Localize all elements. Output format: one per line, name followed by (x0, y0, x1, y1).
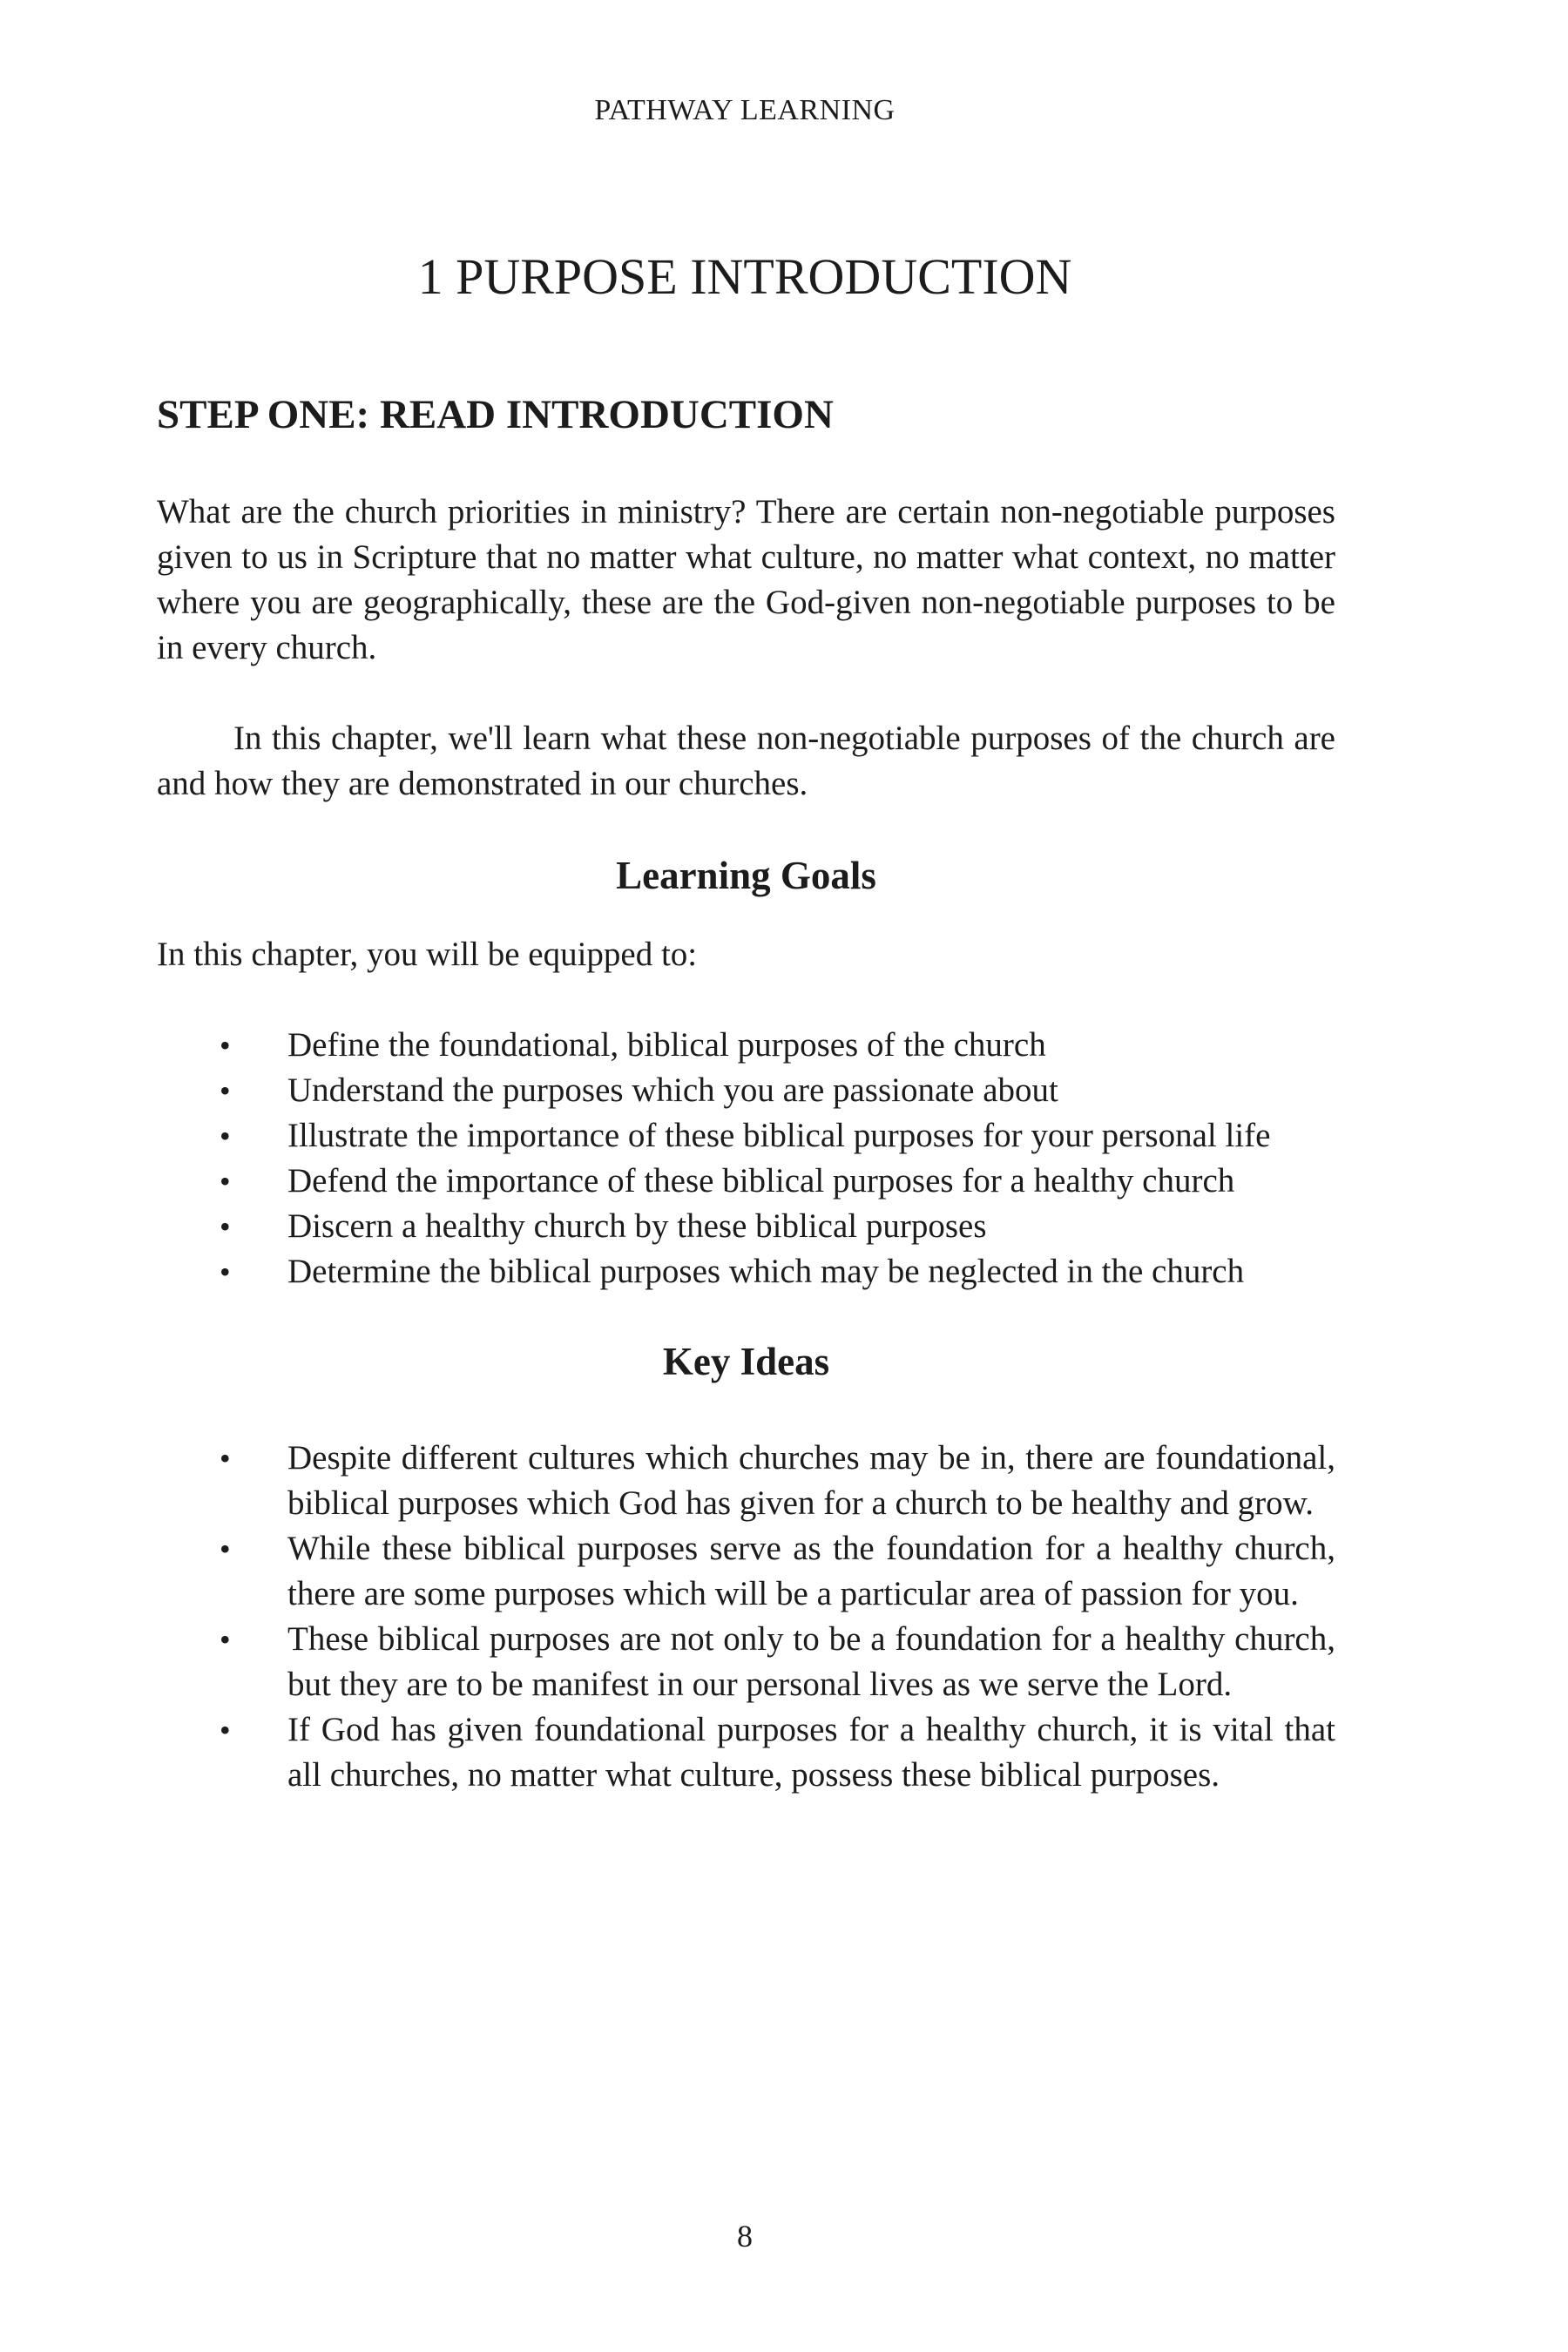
list-item (157, 1068, 1335, 1113)
list-item (157, 1023, 1335, 1068)
list-item (157, 1617, 1335, 1707)
bullet-icon: • (220, 1209, 231, 1245)
page-content (157, 390, 1335, 1842)
bullet-icon: • (220, 1164, 231, 1200)
list-item-text: While these biblical purposes serve as the foundation for a healthy church, there are some purposes which will be a particular area of passion for you. (287, 1530, 1335, 1613)
list-item-text: Defend the importance of these biblical purposes for a healthy church (287, 1162, 1235, 1200)
learning-goals-list (157, 1023, 1335, 1294)
list-item (157, 1159, 1335, 1204)
intro-paragraph-2: In this chapter, we'll learn what these non-negotiable purposes of the church are and how they are demonstrated in our churches. (157, 720, 1335, 803)
list-item-text: These biblical purposes are not only to be a foundation for a healthy church, but they are to be manifest in our personal lives as we serve the Lord. (287, 1620, 1335, 1704)
list-item (157, 1249, 1335, 1294)
list-item-text: Understand the purposes which you are passionate about (287, 1071, 1058, 1110)
bullet-icon: • (220, 1028, 231, 1064)
bullet-icon: • (220, 1441, 231, 1477)
list-item (157, 1436, 1335, 1526)
key-ideas-list (157, 1436, 1335, 1798)
list-item-text: Define the foundational, biblical purposes of the church (287, 1026, 1046, 1064)
bullet-icon: • (220, 1713, 231, 1748)
list-item (157, 1113, 1335, 1159)
key-ideas-heading: Key Ideas (662, 1340, 830, 1384)
list-item-text: Discern a healthy church by these biblical purposes (287, 1207, 987, 1246)
list-item (157, 1204, 1335, 1249)
list-item (157, 1526, 1335, 1617)
list-item-text: Determine the biblical purposes which may be neglected in the church (287, 1253, 1245, 1291)
list-item-text: If God has given foundational purposes for a healthy church, it is vital that all churches, no matter what culture, possess these biblical purposes. (287, 1711, 1335, 1794)
list-item-text: Despite different cultures which churches may be in, there are foundational, biblical purposes which God has given for a church to be healthy and grow. (287, 1439, 1335, 1523)
running-header: PATHWAY LEARNING (594, 94, 896, 126)
chapter-title: 1 PURPOSE INTRODUCTION (417, 248, 1072, 305)
learning-goals-heading: Learning Goals (616, 854, 876, 898)
bullet-icon: • (220, 1119, 231, 1154)
list-item (157, 1707, 1335, 1798)
bullet-icon: • (220, 1531, 231, 1567)
step-one-heading: STEP ONE: READ INTRODUCTION (157, 392, 834, 437)
bullet-icon: • (220, 1073, 231, 1109)
bullet-icon: • (220, 1622, 231, 1658)
page-number: 8 (737, 2219, 753, 2254)
list-item-text: Illustrate the importance of these biblical purposes for your personal life (287, 1117, 1271, 1155)
bullet-icon: • (220, 1254, 231, 1290)
learning-goals-intro: In this chapter, you will be equipped to: (157, 936, 698, 974)
intro-paragraph-1: What are the church priorities in ministry? There are certain non-negotiable purposes given to us in Scripture that no matter what culture, no matter what context, no matter where you are geographically, these are the God-given non-negotiable purposes to be in every church. (157, 493, 1335, 667)
